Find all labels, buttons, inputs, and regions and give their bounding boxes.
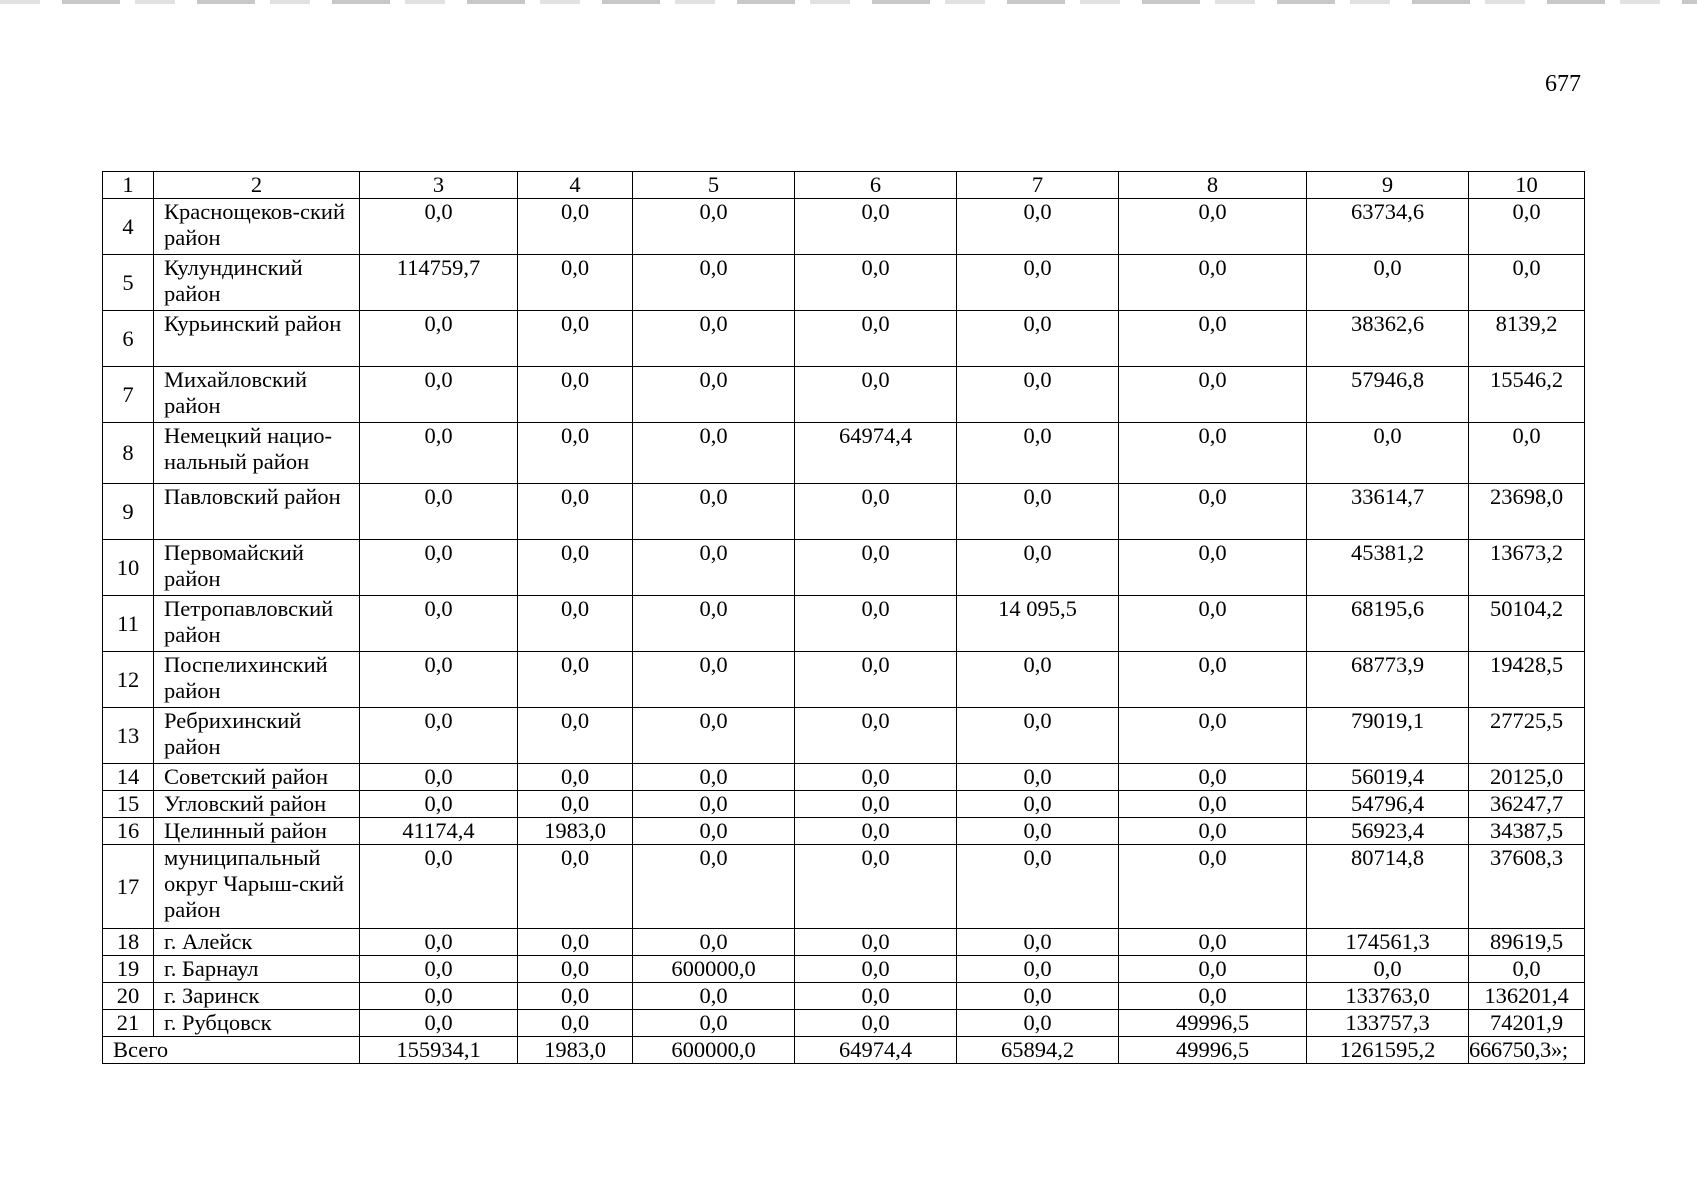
header-cell: 2 [154, 172, 360, 199]
row-number: 5 [103, 255, 154, 311]
value-cell: 15546,2 [1469, 367, 1585, 423]
row-number: 14 [103, 764, 154, 791]
value-cell: 50104,2 [1469, 596, 1585, 652]
value-cell: 0,0 [1119, 956, 1307, 983]
value-cell: 0,0 [1119, 983, 1307, 1010]
value-cell: 0,0 [957, 708, 1119, 764]
table-row [103, 367, 1585, 423]
value-cell: 0,0 [518, 708, 633, 764]
value-cell: 0,0 [633, 708, 795, 764]
row-number: 21 [103, 1010, 154, 1037]
value-cell: 38362,6 [1307, 311, 1469, 367]
value-cell: 0,0 [1119, 596, 1307, 652]
row-number: 6 [103, 311, 154, 367]
value-cell: 0,0 [518, 367, 633, 423]
header-cell: 7 [957, 172, 1119, 199]
row-number: 7 [103, 367, 154, 423]
value-cell: 45381,2 [1307, 540, 1469, 596]
value-cell: 56923,4 [1307, 818, 1469, 845]
district-name: Угловский район [154, 791, 360, 818]
value-cell: 56019,4 [1307, 764, 1469, 791]
district-name: Михайловский район [154, 367, 360, 423]
value-cell: 0,0 [795, 367, 957, 423]
value-cell: 89619,5 [1469, 929, 1585, 956]
district-name: Краснощеков-ский район [154, 199, 360, 255]
value-cell: 0,0 [1119, 708, 1307, 764]
row-number: 18 [103, 929, 154, 956]
value-cell: 74201,9 [1469, 1010, 1585, 1037]
value-cell: 0,0 [360, 596, 518, 652]
value-cell: 8139,2 [1469, 311, 1585, 367]
total-cell: 49996,5 [1119, 1037, 1307, 1064]
page-number: 677 [1545, 71, 1581, 97]
value-cell: 0,0 [633, 484, 795, 540]
value-cell: 1983,0 [518, 818, 633, 845]
value-cell: 0,0 [957, 1010, 1119, 1037]
value-cell: 0,0 [360, 1010, 518, 1037]
value-cell: 0,0 [957, 652, 1119, 708]
value-cell: 0,0 [1119, 818, 1307, 845]
header-row [103, 172, 1585, 199]
value-cell: 0,0 [1307, 255, 1469, 311]
value-cell: 0,0 [795, 255, 957, 311]
row-number: 11 [103, 596, 154, 652]
header-cell: 3 [360, 172, 518, 199]
table-row [103, 652, 1585, 708]
value-cell: 79019,1 [1307, 708, 1469, 764]
value-cell: 0,0 [518, 791, 633, 818]
table-row [103, 983, 1585, 1010]
value-cell: 0,0 [957, 484, 1119, 540]
header-cell: 10 [1469, 172, 1585, 199]
district-name: г. Алейск [154, 929, 360, 956]
value-cell: 0,0 [957, 929, 1119, 956]
district-name: Курьинский район [154, 311, 360, 367]
value-cell: 0,0 [518, 845, 633, 929]
value-cell: 0,0 [518, 652, 633, 708]
value-cell: 0,0 [795, 540, 957, 596]
table-row [103, 791, 1585, 818]
value-cell: 0,0 [518, 929, 633, 956]
district-name: Советский район [154, 764, 360, 791]
row-number: 4 [103, 199, 154, 255]
value-cell: 0,0 [633, 764, 795, 791]
value-cell: 0,0 [957, 818, 1119, 845]
value-cell: 114759,7 [360, 255, 518, 311]
value-cell: 13673,2 [1469, 540, 1585, 596]
value-cell: 0,0 [633, 791, 795, 818]
value-cell: 0,0 [633, 983, 795, 1010]
value-cell: 0,0 [957, 540, 1119, 596]
value-cell: 0,0 [795, 929, 957, 956]
value-cell: 0,0 [633, 423, 795, 484]
value-cell: 0,0 [957, 983, 1119, 1010]
value-cell: 0,0 [633, 540, 795, 596]
value-cell: 0,0 [1119, 367, 1307, 423]
value-cell: 0,0 [1307, 423, 1469, 484]
value-cell: 0,0 [795, 845, 957, 929]
value-cell: 0,0 [1307, 956, 1469, 983]
allocation-table [102, 171, 1585, 1064]
value-cell: 0,0 [1119, 929, 1307, 956]
value-cell: 0,0 [795, 791, 957, 818]
value-cell: 136201,4 [1469, 983, 1585, 1010]
value-cell: 0,0 [1119, 423, 1307, 484]
value-cell: 0,0 [518, 484, 633, 540]
row-number: 8 [103, 423, 154, 484]
value-cell: 27725,5 [1469, 708, 1585, 764]
value-cell: 64974,4 [795, 423, 957, 484]
value-cell: 0,0 [360, 791, 518, 818]
total-cell: 1261595,2 [1307, 1037, 1469, 1064]
value-cell: 0,0 [1119, 199, 1307, 255]
value-cell: 0,0 [795, 199, 957, 255]
value-cell: 0,0 [957, 956, 1119, 983]
value-cell: 0,0 [518, 596, 633, 652]
table-row [103, 596, 1585, 652]
value-cell: 174561,3 [1307, 929, 1469, 956]
total-cell: 65894,2 [957, 1037, 1119, 1064]
table-row [103, 255, 1585, 311]
header-cell: 1 [103, 172, 154, 199]
value-cell: 0,0 [633, 929, 795, 956]
value-cell: 0,0 [957, 199, 1119, 255]
district-name: Ребрихинский район [154, 708, 360, 764]
value-cell: 0,0 [1469, 956, 1585, 983]
row-number: 10 [103, 540, 154, 596]
row-number: 19 [103, 956, 154, 983]
value-cell: 57946,8 [1307, 367, 1469, 423]
district-name: Поспелихинский район [154, 652, 360, 708]
value-cell: 68195,6 [1307, 596, 1469, 652]
value-cell: 19428,5 [1469, 652, 1585, 708]
table-row [103, 929, 1585, 956]
value-cell: 37608,3 [1469, 845, 1585, 929]
header-cell: 4 [518, 172, 633, 199]
district-name: Целинный район [154, 818, 360, 845]
total-row [103, 1037, 1585, 1064]
value-cell: 0,0 [633, 596, 795, 652]
value-cell: 34387,5 [1469, 818, 1585, 845]
district-name: муниципальный округ Чарыш-ский район [154, 845, 360, 929]
table-row [103, 708, 1585, 764]
table-row [103, 956, 1585, 983]
table-row [103, 818, 1585, 845]
value-cell: 0,0 [633, 367, 795, 423]
value-cell: 68773,9 [1307, 652, 1469, 708]
value-cell: 0,0 [360, 652, 518, 708]
value-cell: 33614,7 [1307, 484, 1469, 540]
value-cell: 0,0 [360, 929, 518, 956]
total-cell: 600000,0 [633, 1037, 795, 1064]
value-cell: 0,0 [795, 484, 957, 540]
header-cell: 8 [1119, 172, 1307, 199]
value-cell: 0,0 [795, 652, 957, 708]
row-number: 16 [103, 818, 154, 845]
table-row [103, 540, 1585, 596]
value-cell: 20125,0 [1469, 764, 1585, 791]
total-cell: 1983,0 [518, 1037, 633, 1064]
value-cell: 0,0 [518, 255, 633, 311]
value-cell: 0,0 [360, 423, 518, 484]
value-cell: 0,0 [518, 956, 633, 983]
value-cell: 0,0 [957, 423, 1119, 484]
row-number: 12 [103, 652, 154, 708]
value-cell: 0,0 [1119, 652, 1307, 708]
value-cell: 0,0 [957, 367, 1119, 423]
table-row [103, 311, 1585, 367]
value-cell: 0,0 [1119, 540, 1307, 596]
value-cell: 0,0 [795, 1010, 957, 1037]
value-cell: 0,0 [360, 311, 518, 367]
value-cell: 0,0 [518, 983, 633, 1010]
row-number: 17 [103, 845, 154, 929]
value-cell: 0,0 [360, 367, 518, 423]
value-cell: 0,0 [518, 199, 633, 255]
table-row [103, 199, 1585, 255]
table-row [103, 484, 1585, 540]
value-cell: 14 095,5 [957, 596, 1119, 652]
value-cell: 0,0 [633, 199, 795, 255]
value-cell: 0,0 [1119, 845, 1307, 929]
value-cell: 600000,0 [633, 956, 795, 983]
district-name: г. Рубцовск [154, 1010, 360, 1037]
value-cell: 0,0 [957, 845, 1119, 929]
district-name: Петропавловский район [154, 596, 360, 652]
value-cell: 36247,7 [1469, 791, 1585, 818]
value-cell: 0,0 [360, 484, 518, 540]
value-cell: 0,0 [1469, 255, 1585, 311]
value-cell: 23698,0 [1469, 484, 1585, 540]
value-cell: 0,0 [360, 540, 518, 596]
value-cell: 0,0 [633, 652, 795, 708]
table-row [103, 845, 1585, 929]
value-cell: 0,0 [360, 708, 518, 764]
total-cell: 64974,4 [795, 1037, 957, 1064]
table-row [103, 764, 1585, 791]
value-cell: 0,0 [1469, 423, 1585, 484]
value-cell: 0,0 [795, 596, 957, 652]
value-cell: 49996,5 [1119, 1010, 1307, 1037]
value-cell: 54796,4 [1307, 791, 1469, 818]
value-cell: 0,0 [360, 199, 518, 255]
value-cell: 0,0 [1119, 791, 1307, 818]
value-cell: 0,0 [795, 764, 957, 791]
value-cell: 0,0 [957, 311, 1119, 367]
value-cell: 0,0 [360, 956, 518, 983]
value-cell: 0,0 [957, 791, 1119, 818]
district-name: Кулундинский район [154, 255, 360, 311]
row-number: 15 [103, 791, 154, 818]
total-cell: 155934,1 [360, 1037, 518, 1064]
value-cell: 0,0 [360, 983, 518, 1010]
value-cell: 0,0 [518, 764, 633, 791]
value-cell: 0,0 [518, 423, 633, 484]
total-cell: 666750,3»; [1469, 1037, 1585, 1064]
value-cell: 0,0 [795, 983, 957, 1010]
value-cell: 0,0 [957, 255, 1119, 311]
value-cell: 0,0 [360, 845, 518, 929]
value-cell: 133763,0 [1307, 983, 1469, 1010]
row-number: 9 [103, 484, 154, 540]
value-cell: 0,0 [518, 540, 633, 596]
value-cell: 0,0 [957, 764, 1119, 791]
value-cell: 0,0 [1119, 484, 1307, 540]
value-cell: 0,0 [795, 708, 957, 764]
table-row [103, 423, 1585, 484]
header-cell: 9 [1307, 172, 1469, 199]
value-cell: 0,0 [1119, 311, 1307, 367]
value-cell: 0,0 [1119, 764, 1307, 791]
value-cell: 0,0 [633, 1010, 795, 1037]
header-cell: 5 [633, 172, 795, 199]
district-name: г. Барнаул [154, 956, 360, 983]
value-cell: 0,0 [795, 818, 957, 845]
value-cell: 0,0 [795, 311, 957, 367]
scan-artifact-line [0, 0, 1697, 4]
value-cell: 0,0 [633, 818, 795, 845]
value-cell: 41174,4 [360, 818, 518, 845]
value-cell: 0,0 [1469, 199, 1585, 255]
value-cell: 0,0 [633, 311, 795, 367]
total-label: Всего [103, 1037, 360, 1064]
value-cell: 0,0 [633, 845, 795, 929]
header-cell: 6 [795, 172, 957, 199]
value-cell: 133757,3 [1307, 1010, 1469, 1037]
table-row [103, 1010, 1585, 1037]
value-cell: 0,0 [795, 956, 957, 983]
value-cell: 0,0 [1119, 255, 1307, 311]
district-name: г. Заринск [154, 983, 360, 1010]
value-cell: 0,0 [633, 255, 795, 311]
value-cell: 80714,8 [1307, 845, 1469, 929]
value-cell: 0,0 [360, 764, 518, 791]
district-name: Павловский район [154, 484, 360, 540]
row-number: 13 [103, 708, 154, 764]
district-name: Первомайский район [154, 540, 360, 596]
value-cell: 63734,6 [1307, 199, 1469, 255]
district-name: Немецкий нацио-нальный район [154, 423, 360, 484]
value-cell: 0,0 [518, 311, 633, 367]
value-cell: 0,0 [518, 1010, 633, 1037]
row-number: 20 [103, 983, 154, 1010]
